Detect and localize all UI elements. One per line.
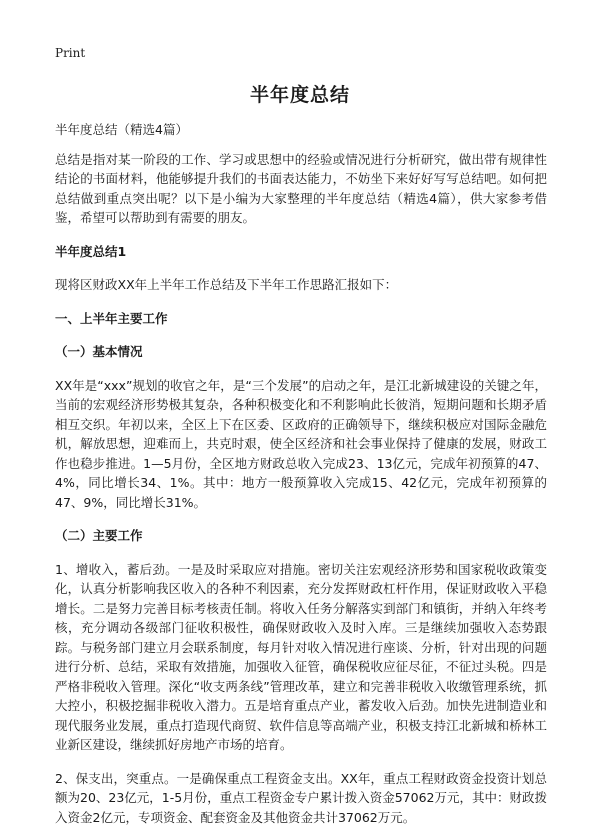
part-heading: 一、上半年主要工作 <box>55 310 168 326</box>
document-subtitle: 半年度总结（精选4篇） <box>55 122 188 137</box>
subheading-basic-situation: （一）基本情况 <box>55 344 143 359</box>
subheading-main-work: （二）主要工作 <box>55 528 143 543</box>
section-heading: 半年度总结1 <box>55 243 127 259</box>
basic-situation-paragraph: XX年是“xxx”规划的收官之年，是“三个发展”的启动之年，是江北新城建设的关键之年，当前的宏观经济形势极其复杂，各种积极变化和不利影响此长彼消，短期问题和长期矛盾相互交织。年初以来，全区上下在区委、区政府的正确领导下，继续积极应对国际金融危机，解放思想，迎难而上，共克时艰，使全区经济和社会事业保持了健康的发展，财政工作也稳步推进。1—5月份，全区地方财政总收入完成23、13亿元，完成年初预算的47、4%，同比增长34、1%。其中：地方一般预算收入完成15、42亿元，完成年初预算的47、9%，同比增长31%。 <box>55 377 547 510</box>
print-label: Print <box>55 46 86 60</box>
document-body <box>55 120 547 825</box>
work-item-2-paragraph: 2、保支出，突重点。一是确保重点工程资金支出。XX年，重点工程财政资金投资计划总额为20、23亿元，1-5月份，重点工程资金专户累计拨入资金57062万元，其中：财政拨入资金2亿元，专项资金、配套资金及其他资金共计37062万元。 <box>55 770 547 825</box>
page-title: 半年度总结 <box>249 84 350 106</box>
work-item-1-paragraph: 1、增收入，蓄后劲。一是及时采取应对措施。密切关注宏观经济形势和国家税收政策变化，认真分析影响我区收入的各种不利因素，充分发挥财政杠杆作用，保证财政收入平稳增长。二是努力完善目标考核责任制。将收入任务分解落实到部门和镇街，并纳入年终考核，充分调动各级部门征收积极性，确保财政收入及时入库。三是继续加强收入态势跟踪。与税务部门建立月会联系制度，每月针对收入情况进行座谈、分析，针对出现的问题进行分析、总结，采取有效措施，加强收入征管，确保税收应征尽征，不征过头税。四是严格非税收入管理。深化“收支两条线”管理改革，建立和完善非税收入收缴管理系统，抓大控小，积极挖掘非税收入潜力。五是培育重点产业，蓄发收入后劲。加快先进制造业和现代服务业发展，重点打造现代商贸、软件信息等高端产业，积极支持江北新城和桥林工业新区建设，继续抓好房地产市场的培育。 <box>55 561 547 752</box>
intro-paragraph: 总结是指对某一阶段的工作、学习或思想中的经验或情况进行分析研究，做出带有规律性结论的书面材料，他能够提升我们的书面表达能力，不妨坐下来好好写写总结吧。如何把总结做到重点突出呢？以下是小编为大家整理的半年度总结（精选4篇），供大家参考借鉴，希望可以帮助到有需要的朋友。 <box>55 151 547 225</box>
report-intro-paragraph: 现将区财政XX年上半年工作总结及下半年工作思路汇报如下： <box>55 277 398 292</box>
